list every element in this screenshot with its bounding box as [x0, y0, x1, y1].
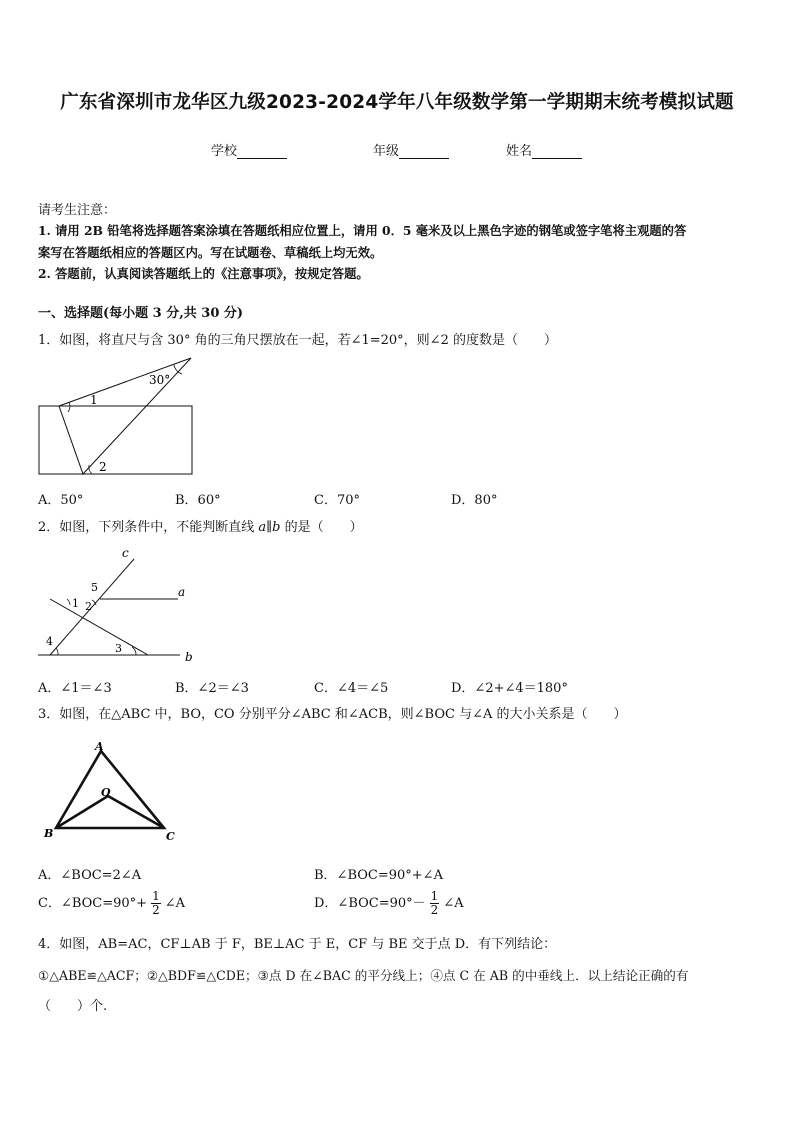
grade-field[interactable]: [373, 140, 449, 159]
q2-figure: [30, 544, 200, 666]
q3-option-b[interactable]: B．∠BOC=90°+∠A: [314, 868, 443, 883]
q2-option-d[interactable]: D．∠2+∠4＝180°: [451, 681, 568, 696]
name-blank[interactable]: [532, 144, 582, 159]
angle-3-label: 3: [115, 642, 122, 655]
vertex-b-label: B: [44, 827, 54, 840]
angle-4-label: 4: [46, 635, 53, 648]
q3-option-d[interactable]: [314, 890, 464, 917]
fraction-num: 1: [430, 889, 439, 903]
q2-option-a[interactable]: A．∠1＝∠3: [38, 681, 112, 696]
q1-option-a[interactable]: A．50°: [38, 493, 84, 508]
q3-option-c-post: ∠A: [164, 896, 185, 911]
notice-line-1: 1. 请用 2B 铅笔将选择题答案涂填在答题纸相应位置上，请用 0．5 毫米及以上黑色字迹的钢笔或签字笔将主观题的答: [38, 223, 687, 238]
angle-1-label: 1: [90, 393, 98, 407]
q3-option-c-pre: C．∠BOC=90°+: [38, 896, 148, 911]
transversal-line: [50, 599, 148, 655]
name-field[interactable]: [506, 140, 582, 159]
notice-heading: 请考生注意：: [38, 203, 117, 218]
triangle-ruler: [59, 358, 191, 474]
q3-stem: 3．如图，在△ABC 中，BO，CO 分别平分∠ABC 和∠ACB，则∠BOC 与∠A 的大小关系是（ ）: [38, 707, 627, 722]
line-c: [50, 559, 134, 655]
angle-1-label: 1: [72, 597, 79, 610]
line-c-label: c: [122, 546, 129, 560]
point-o-label: O: [101, 786, 111, 799]
q4-line-2: ①△ABE≌△ACF；②△BDF≌△CDE；③点 D 在∠BAC 的平分线上；④点 C 在 AB 的中垂线上．以上结论正确的有: [38, 968, 689, 983]
q1-figure: [36, 352, 198, 478]
q3-figure: [38, 736, 183, 846]
vertex-c-label: C: [166, 830, 175, 843]
q1-option-d[interactable]: D．80°: [451, 493, 498, 508]
page-title: 广东省深圳市龙华区九级2023-2024学年八年级数学第一学期期末统考模拟试题: [60, 92, 734, 113]
q2-stem-var: a∥b: [258, 520, 281, 535]
ruler-rect: [39, 406, 192, 474]
school-field[interactable]: [211, 140, 287, 159]
section-heading: 一、选择题(每小题 3 分,共 30 分): [38, 306, 244, 321]
notice-line-1b: 案写在答题纸相应的答题区内。写在试题卷、草稿纸上均无效。: [38, 245, 383, 260]
q4-line-1: 4．如图，AB=AC，CF⊥AB 于 F，BE⊥AC 于 E，CF 与 BE 交于点 D．有下列结论：: [38, 937, 557, 952]
fraction-half: [430, 890, 440, 917]
grade-label: 年级: [373, 144, 400, 159]
q1-option-b[interactable]: B．60°: [175, 493, 221, 508]
name-label: 姓名: [506, 144, 533, 159]
angle-1-arc: [67, 599, 70, 605]
q1-option-c[interactable]: C．70°: [314, 493, 360, 508]
fraction-num: 1: [152, 889, 160, 903]
q3-option-d-post: ∠A: [443, 896, 464, 911]
angle-1-arc: [68, 402, 70, 412]
line-b-label: b: [185, 650, 193, 664]
q3-option-a[interactable]: A．∠BOC=2∠A: [38, 868, 142, 883]
q2-stem: [38, 519, 363, 537]
q3-option-d-pre: D．∠BOC=90°－: [314, 896, 426, 911]
school-label: 学校: [211, 144, 238, 159]
fraction-den: 2: [430, 903, 439, 917]
q1-stem: 1．如图，将直尺与含 30° 角的三角尺摆放在一起，若∠1=20°，则∠2 的度数是（ ）: [38, 333, 557, 348]
q4-line-3: （ ）个.: [38, 999, 108, 1014]
line-a-label: a: [178, 585, 186, 599]
angle-5-label: 5: [91, 581, 98, 594]
q2-stem-post: 的是（ ）: [280, 520, 363, 535]
angle-4-arc: [56, 648, 58, 655]
fraction-den: 2: [152, 903, 160, 917]
angle-2-label: 2: [99, 460, 107, 474]
angle-2-label: 2: [85, 600, 92, 613]
vertex-a-label: A: [95, 740, 104, 753]
q2-option-c[interactable]: C．∠4＝∠5: [314, 681, 389, 696]
q2-stem-pre: 2．如图，下列条件中，不能判断直线: [38, 520, 259, 535]
angle-30-label: 30°: [149, 373, 171, 387]
school-blank[interactable]: [237, 144, 287, 159]
notice-line-2: 2. 答题前，认真阅读答题纸上的《注意事项》，按规定答题。: [38, 266, 369, 281]
q3-option-c[interactable]: [38, 890, 185, 917]
fraction-half: [151, 890, 161, 917]
q2-option-b[interactable]: B．∠2＝∠3: [175, 681, 249, 696]
grade-blank[interactable]: [399, 144, 449, 159]
